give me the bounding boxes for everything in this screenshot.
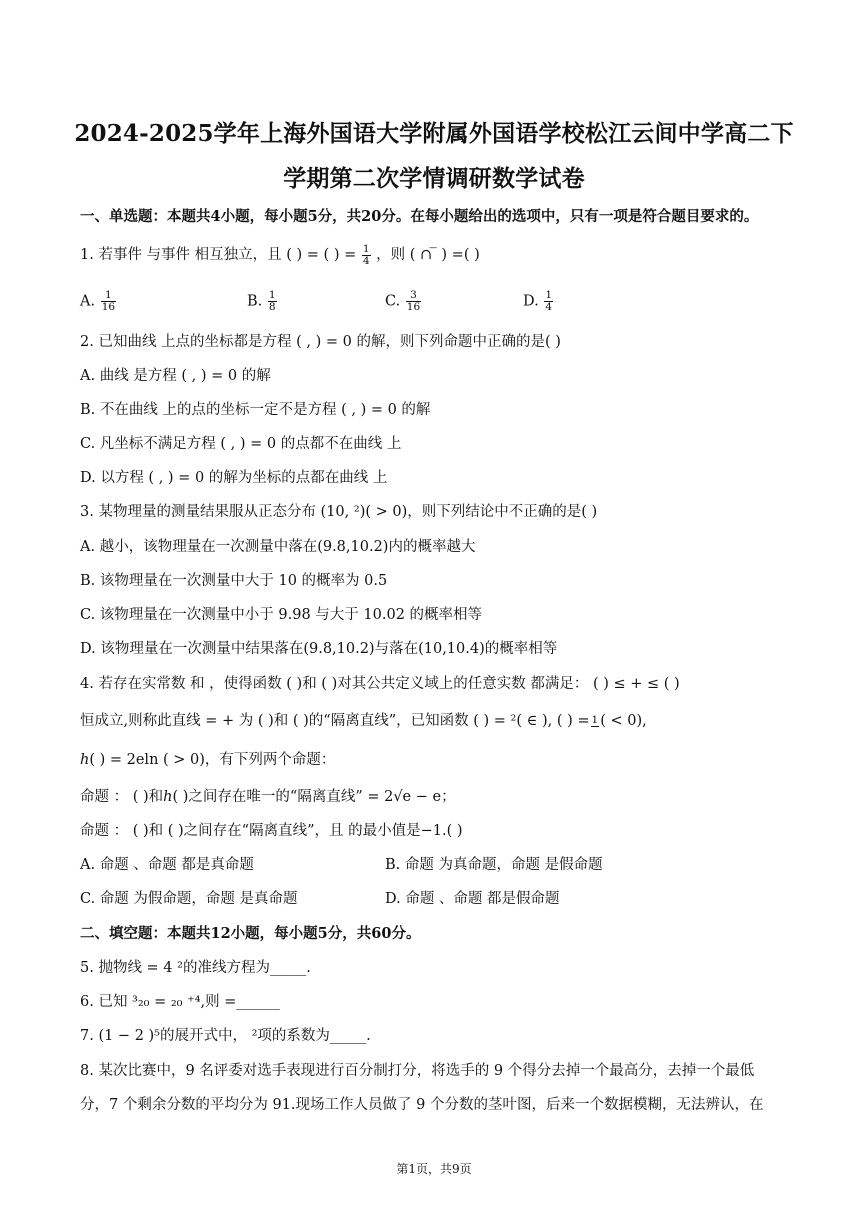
q1-stem-frac: $\frac{1}{4}$ [362,242,370,267]
q8-line-2: 分，7 个剩余分数的平均分为 91.现场工作人员做了 9 个分数的茎叶图，后来一个数据模糊，无法辨认，在 [80,1097,764,1113]
q4-line-5: 命题 ： ( )和 ( )之间存在“隔离直线”，且 的最小值是−1.( ) [80,823,463,839]
q3-stem: 3. 某物理量的测量结果服从正态分布 (10, ²)( > 0)，则下列结论中不正确的是( ) [80,504,598,520]
section-2-heading: 二、填空题：本题共12小题，每小题5分，共60分。 [80,925,421,942]
q2-option-c: C. 凡坐标不满足方程 ( , ) = 0 的点都不在曲线 上 [80,436,402,452]
q1-stem [80,243,480,267]
q1-stem-b: ，则 ( ∩ ̅ ) =( ) [376,247,480,263]
q4-line-4: 命题 ： ( )和ℎ( )之间存在唯一的“隔离直线” = 2√e − e； [80,789,456,805]
title-line-1: 2024-2025学年上海外国语大学附属外国语学校松江云间中学高二下 [74,120,794,147]
q3-option-a: A. 越小，该物理量在一次测量中落在(9.8,10.2)内的概率越大 [80,539,476,555]
q3-option-c: C. 该物理量在一次测量中小于 9.98 与大于 10.02 的概率相等 [80,607,483,623]
q4-option-a: A. 命题 、命题 都是真命题 [80,857,254,873]
q1-option-d: D. $\frac{1}{4}$ [523,289,553,313]
q1-stem-a: 1. 若事件 与事件 相互独立，且 ( ) = ( ) = [80,247,357,263]
q4-option-b: B. 命题 为真命题，命题 是假命题 [385,857,603,873]
page-footer: 第1页，共9页 [396,1162,472,1176]
q3-option-b: B. 该物理量在一次测量中大于 10 的概率为 0.5 [80,573,388,589]
q2-option-d: D. 以方程 ( , ) = 0 的解为坐标的点都在曲线 上 [80,470,388,486]
title-line-2: 学期第二次学情调研数学试卷 [283,165,585,192]
q4-line-2-frac: 1 [591,714,599,726]
q5: 5. 抛物线 = 4 ²的准线方程为_____. [80,960,311,976]
q8-line-1: 8. 某次比赛中，9 名评委对选手表现进行百分制打分，将选手的 9 个得分去掉一个最高分，去掉一个最低 [80,1063,755,1079]
q4-line-3: ℎ( ) = 2eln ( > 0)，有下列两个命题： [80,752,336,768]
q6: 6. 已知 ³₂₀ = ₂₀ ⁺⁴,则 =______ [80,994,280,1010]
section-1-heading: 一、单选题：本题共4小题，每小题5分，共20分。在每小题给出的选项中，只有一项是符合题目要求的。 [80,208,759,225]
q4-line-1: 4. 若存在实常数 和 ，使得函数 ( )和 ( )对其公共定义域上的任意实数 都满足： ( ) ≤ + ≤ ( ) [80,676,680,692]
q2-option-b: B. 不在曲线 上的点的坐标一定不是方程 ( , ) = 0 的解 [80,402,431,418]
q4-option-c: C. 命题 为假命题，命题 是真命题 [80,891,298,907]
q1-option-c: C. $\frac{3}{16}$ [385,289,421,313]
q1-option-b: B. $\frac{1}{8}$ [247,289,276,313]
q2-stem: 2. 已知曲线 上点的坐标都是方程 ( , ) = 0 的解，则下列命题中正确的是( ) [80,334,561,350]
q4-line-2: 恒成立,则称此直线 = + 为 ( )和 ( )的“隔离直线”，已知函数 ( ) = ²( ∈ ), ( ) = 1 ( < 0), [80,713,647,729]
q4-option-d: D. 命题 、命题 都是假命题 [385,891,560,907]
q3-option-d: D. 该物理量在一次测量中结果落在(9.8,10.2)与落在(10,10.4)的概率相等 [80,641,558,657]
q7: 7. (1 − 2 )⁵的展开式中， ²项的系数为_____. [80,1028,371,1044]
q1-option-a: A. $\frac{1}{16}$ [80,289,116,313]
q2-option-a: A. 曲线 是方程 ( , ) = 0 的解 [80,368,271,384]
